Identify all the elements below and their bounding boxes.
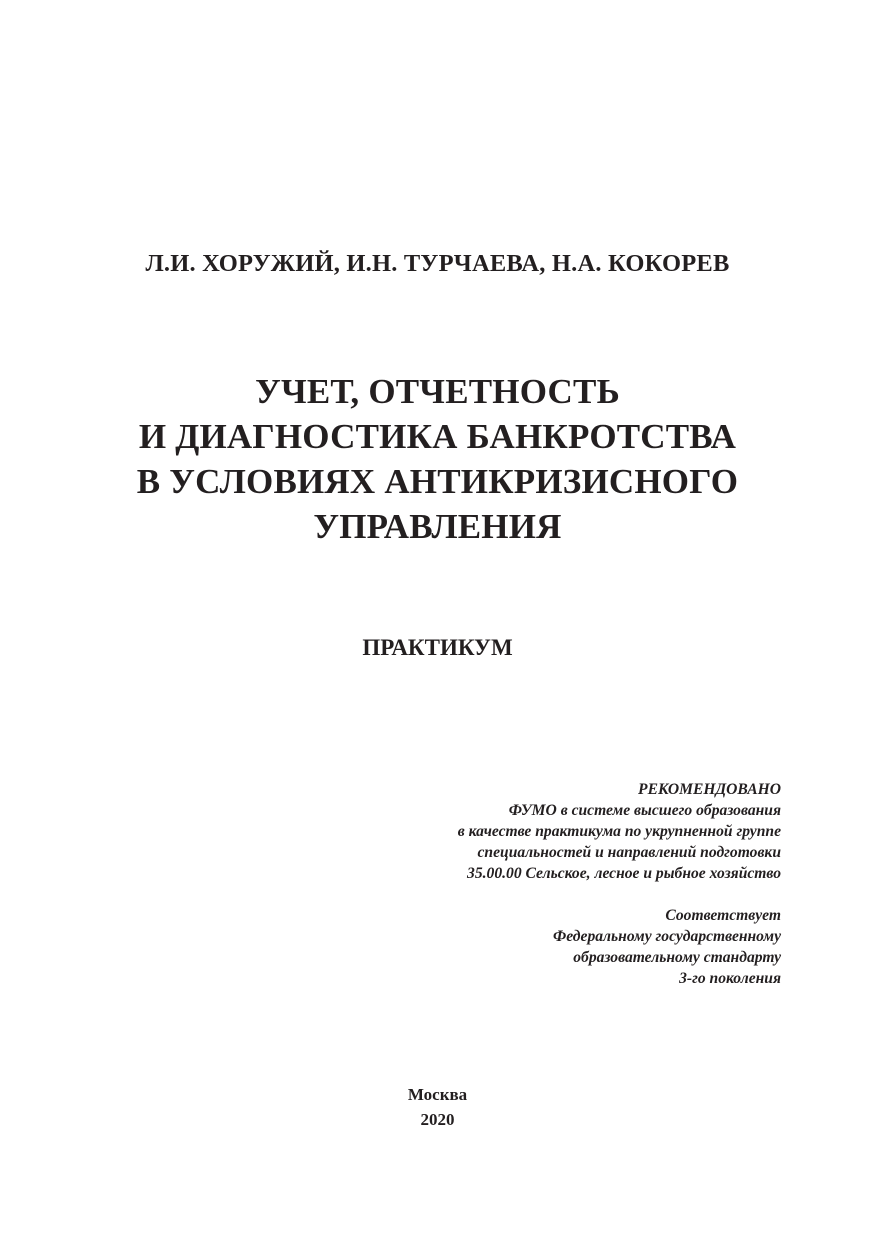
- recommendation-line: специальностей и направлений подготовки: [477, 844, 781, 861]
- recommendation-line: в качестве практикума по укрупненной группе: [457, 823, 781, 840]
- recommendation-line: 35.00.00 Сельское, лесное и рыбное хозяйство: [467, 865, 781, 882]
- book-title: [0, 369, 875, 549]
- compliance-line: Соответствует: [665, 907, 781, 924]
- publication-year: 2020: [420, 1110, 455, 1129]
- recommendation-line: РЕКОМЕНДОВАНО: [638, 781, 781, 798]
- compliance-block: [458, 905, 781, 989]
- title-line: УЧЕТ, ОТЧЕТНОСТЬ: [255, 372, 620, 411]
- publication-city: Москва: [407, 1085, 468, 1104]
- title-line: В УСЛОВИЯХ АНТИКРИЗИСНОГО: [136, 462, 739, 501]
- compliance-line: образовательному стандарту: [573, 949, 781, 966]
- recommendation-block: [458, 779, 781, 884]
- imprint: [0, 1082, 875, 1132]
- compliance-line: Федеральному государственному: [553, 928, 781, 945]
- compliance-line: 3-го поколения: [679, 970, 781, 987]
- title-line: УПРАВЛЕНИЯ: [313, 507, 562, 546]
- recommendation-line: ФУМО в системе высшего образования: [508, 802, 781, 819]
- title-line: И ДИАГНОСТИКА БАНКРОТСТВА: [138, 417, 737, 456]
- authors: Л.И. ХОРУЖИЙ, И.Н. ТУРЧАЕВА, Н.А. КОКОРЕВ: [145, 250, 730, 277]
- book-subtitle: ПРАКТИКУМ: [362, 635, 513, 660]
- approval-notes: [458, 779, 781, 989]
